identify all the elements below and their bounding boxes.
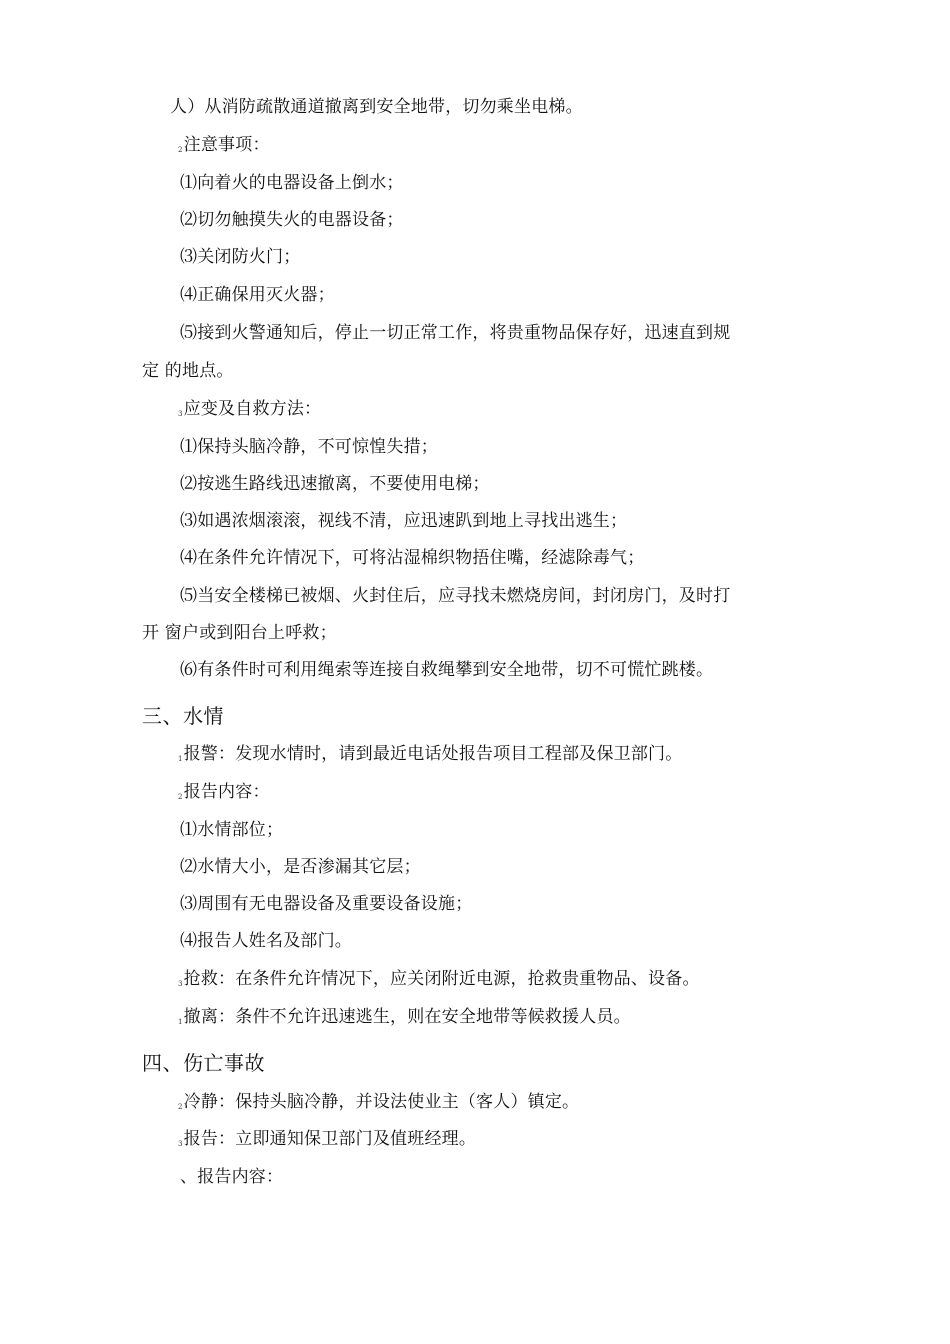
text-line: ⑹有条件时可利用绳索等连接自救绳攀到安全地带，切不可慌忙跳楼。 xyxy=(180,660,714,680)
list-marker: 2 xyxy=(178,793,183,801)
text-line: ⑵切勿触摸失火的电器设备； xyxy=(180,210,404,230)
text-line: ⑵水情大小，是否渗漏其它层； xyxy=(180,857,421,877)
text-line: 3报告：立即通知保卫部门及值班经理。 xyxy=(178,1129,477,1149)
text-line: ⑷正确保用灭火器； xyxy=(180,285,335,305)
text-line: 3抢救：在条件允许情况下，应关闭附近电源，抢救贵重物品、设备。 xyxy=(178,969,700,989)
list-marker: 3 xyxy=(178,410,183,418)
text-line: 1撤离：条件不允许迅速逃生，则在安全地带等候救援人员。 xyxy=(178,1007,631,1027)
text-line: 2注意事项： xyxy=(178,135,270,155)
text-line: ⑸接到火警通知后，停止一切正常工作，将贵重物品保存好，迅速直到规 xyxy=(180,323,731,343)
list-marker: 2 xyxy=(178,146,183,154)
list-marker: 3 xyxy=(178,980,183,988)
text-line: 人）从消防疏散通道撤离到安全地带，切勿乘坐电梯。 xyxy=(170,97,583,117)
text-line: 2冷静：保持头脑冷静，并设法使业主（客人）镇定。 xyxy=(178,1092,580,1112)
text-line: ⑶关闭防火门； xyxy=(180,247,301,267)
list-marker: 1 xyxy=(178,1018,183,1026)
text-line: ⑴保持头脑冷静，不可惊惶失措； xyxy=(180,437,438,457)
text-line: ⑷报告人姓名及部门。 xyxy=(180,931,352,951)
text-line: ⑴向着火的电器设备上倒水； xyxy=(180,173,404,193)
text-line: ⑵按逃生路线迅速撤离，不要使用电梯； xyxy=(180,474,490,494)
list-marker: 1 xyxy=(178,755,183,763)
text-line: ⑶如遇浓烟滚滚，视线不清，应迅速趴到地上寻找出逃生； xyxy=(180,511,628,531)
section-heading: 三、水情 xyxy=(142,704,224,728)
text-line: 2报告内容： xyxy=(178,782,270,802)
text-line: 1报警：发现水情时，请到最近电话处报告项目工程部及保卫部门。 xyxy=(178,744,683,764)
list-marker: 3 xyxy=(178,1140,183,1148)
text-line: 定 的地点。 xyxy=(142,361,234,381)
text-line: ⑴水情部位； xyxy=(180,820,284,840)
section-heading: 四、伤亡事故 xyxy=(142,1051,265,1075)
text-line: 、报告内容： xyxy=(180,1167,284,1187)
text-line: ⑶周围有无电器设备及重要设备设施； xyxy=(180,894,473,914)
text-line: 开 窗户或到阳台上呼救； xyxy=(142,623,337,643)
text-line: ⑸当安全楼梯已被烟、火封住后，应寻找未燃烧房间，封闭房门，及时打 xyxy=(180,586,731,606)
list-marker: 2 xyxy=(178,1103,183,1111)
text-line: 3应变及自救方法： xyxy=(178,399,322,419)
text-line: ⑷在条件允许情况下，可将沾湿棉织物捂住嘴，经滤除毒气； xyxy=(180,548,645,568)
